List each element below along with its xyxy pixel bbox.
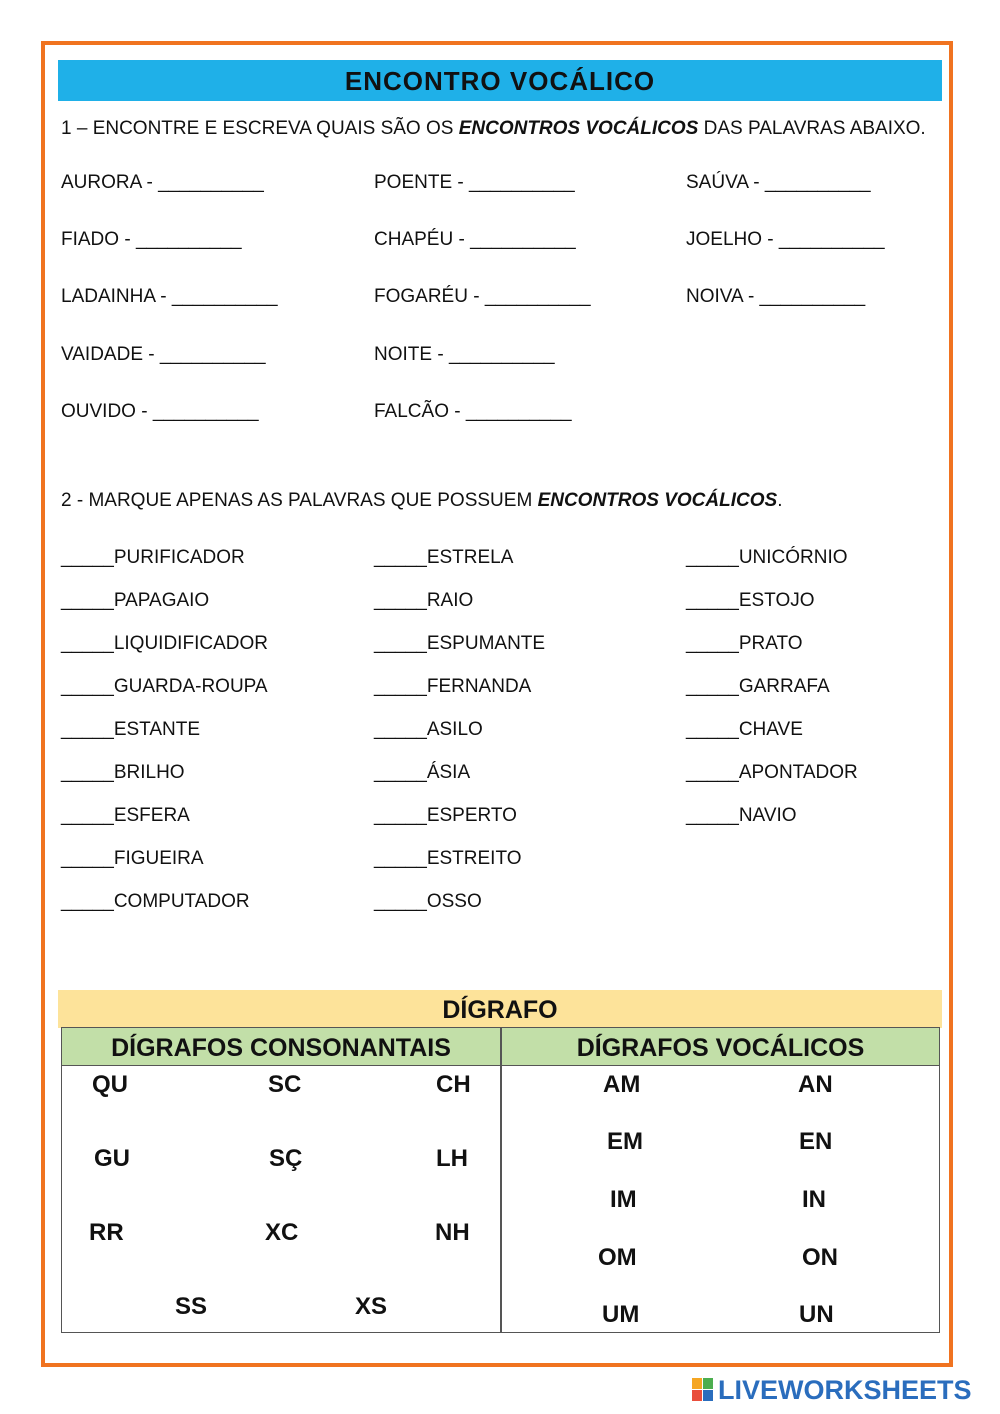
consonantal-digraph: SS	[175, 1293, 208, 1320]
q2-item: _____ESTANTE	[61, 719, 201, 740]
q2-item: _____FERNANDA	[374, 676, 532, 697]
consonantal-digraph: LH	[436, 1145, 468, 1172]
q2-item: _____ESTREITO	[374, 848, 522, 869]
q1-item: AURORA - __________	[61, 172, 264, 193]
consonantal-digraph: SÇ	[269, 1145, 303, 1172]
q1-item: FALCÃO - __________	[374, 400, 572, 422]
q1-item: JOELHO - __________	[686, 229, 885, 251]
question-2-instruction	[61, 490, 782, 512]
q1-item: OUVIDO - __________	[61, 400, 259, 422]
q2-item: _____ESTOJO	[686, 590, 815, 611]
vocalic-digraph: AN	[798, 1071, 833, 1098]
q2-item: _____LIQUIDIFICADOR	[61, 633, 268, 654]
vocalic-digraph: IM	[610, 1186, 637, 1213]
q2-item: _____PRATO	[686, 633, 803, 654]
vocalic-digraph: EN	[799, 1128, 833, 1155]
brand-logo	[692, 1376, 972, 1404]
vocalic-header: DÍGRAFOS VOCÁLICOS	[576, 1034, 865, 1062]
question-1-instruction	[61, 118, 926, 140]
digrafo-table-divider	[500, 1028, 502, 1332]
vocalic-digraph: EM	[607, 1128, 643, 1155]
consonantal-digraph: XS	[355, 1293, 388, 1320]
q2-emphasis: ENCONTROS VOCÁLICOS	[537, 490, 778, 511]
q2-item: _____GUARDA-ROUPA	[61, 676, 268, 697]
consonantal-digraph: XC	[265, 1219, 299, 1246]
q1-item: FIADO - __________	[61, 229, 242, 251]
q2-item: _____ESPERTO	[374, 805, 517, 826]
page-title: ENCONTRO VOCÁLICO	[58, 60, 942, 101]
q2-suffix: .	[777, 490, 783, 511]
q2-item: _____GARRAFA	[686, 676, 830, 697]
q1-emphasis: ENCONTROS VOCÁLICOS	[458, 118, 699, 139]
q1-item: FOGARÉU - __________	[374, 286, 591, 308]
consonantal-header: DÍGRAFOS CONSONANTAIS	[111, 1034, 451, 1062]
q2-item: _____PAPAGAIO	[61, 590, 210, 611]
brand-mark-icon	[692, 1378, 714, 1402]
vocalic-digraph: UM	[602, 1301, 640, 1328]
q2-item: _____ESTRELA	[374, 547, 514, 568]
q2-prefix: 2 - MARQUE APENAS AS PALAVRAS QUE POSSUEM	[61, 490, 538, 511]
q2-item: _____UNICÓRNIO	[686, 547, 848, 568]
vocalic-digraph: ON	[802, 1244, 838, 1271]
vocalic-digraph: IN	[802, 1186, 826, 1213]
q2-item: _____NAVIO	[686, 805, 797, 826]
q2-item: _____RAIO	[374, 590, 474, 611]
q1-item: VAIDADE - __________	[61, 343, 266, 365]
q2-item: _____BRILHO	[61, 762, 185, 783]
q2-item: _____PURIFICADOR	[61, 547, 245, 568]
consonantal-digraph: QU	[92, 1071, 128, 1098]
brand-name: LIVEWORKSHEETS	[718, 1374, 972, 1405]
q2-item: _____APONTADOR	[686, 762, 858, 783]
q2-item: _____CHAVE	[686, 719, 803, 740]
q2-item: _____ÁSIA	[374, 762, 471, 783]
consonantal-digraph: NH	[435, 1219, 470, 1246]
q2-item: _____COMPUTADOR	[61, 891, 250, 912]
q1-suffix: DAS PALAVRAS ABAIXO.	[698, 118, 926, 139]
consonantal-digraph: SC	[268, 1071, 302, 1098]
q2-item: _____ESFERA	[61, 805, 190, 826]
vocalic-digraph: UN	[799, 1301, 834, 1328]
q1-item: NOIVA - __________	[686, 286, 866, 308]
q2-item: _____FIGUEIRA	[61, 848, 204, 869]
q2-item: _____ASILO	[374, 719, 483, 740]
digrafo-table	[61, 1027, 940, 1333]
q1-item: POENTE - __________	[374, 172, 575, 193]
consonantal-digraph: CH	[436, 1071, 471, 1098]
q1-item: SAÚVA - __________	[686, 172, 871, 193]
q1-item: CHAPÉU - __________	[374, 229, 576, 251]
vocalic-digraph: OM	[598, 1244, 637, 1271]
digrafo-title: DÍGRAFO	[58, 990, 942, 1028]
q2-item: _____ESPUMANTE	[374, 633, 546, 654]
q1-prefix: 1 – ENCONTRE E ESCREVA QUAIS SÃO OS	[61, 118, 459, 139]
vocalic-digraph: AM	[603, 1071, 641, 1098]
consonantal-digraph: RR	[89, 1219, 124, 1246]
q1-item: LADAINHA - __________	[61, 286, 278, 308]
consonantal-digraph: GU	[94, 1145, 130, 1172]
q1-item: NOITE - __________	[374, 343, 555, 365]
q2-item: _____OSSO	[374, 891, 482, 912]
